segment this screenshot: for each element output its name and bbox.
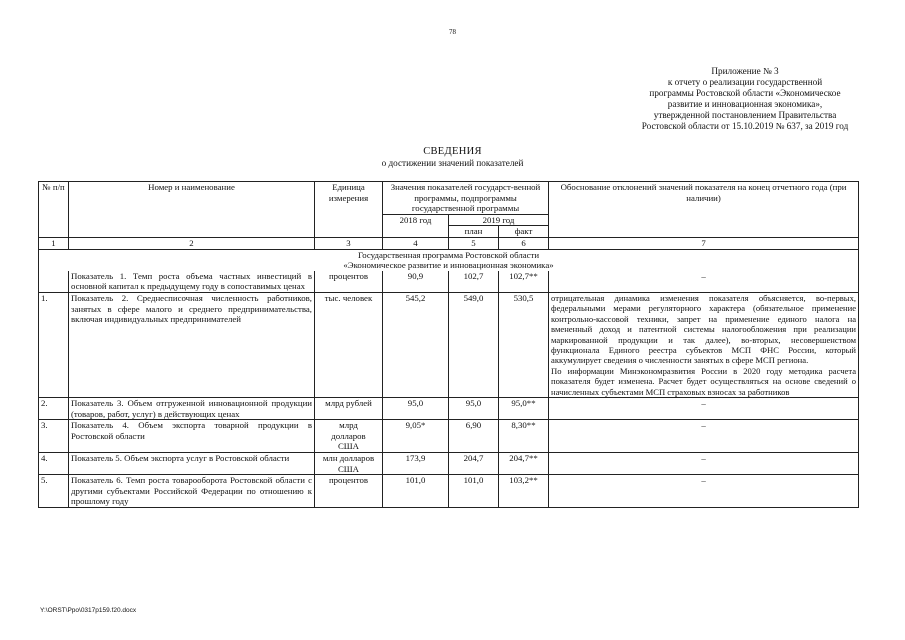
header-name: Номер и наименование [69,182,315,238]
row-value-2018: 545,2 [383,292,449,397]
document-subtitle: о достижении значений показателей [381,158,524,168]
column-numbers-row [39,237,859,249]
header-values-group: Значения показателей государст-венной программы, подпрограммы государственной программы [383,182,549,215]
section-title-line: «Экономическое развитие и инновационная экономика» [343,260,554,271]
col-number: 7 [549,237,859,249]
table-row [39,475,859,508]
row-name: Показатель 6. Темп роста товарооборота Ростовской области с другими субъектами Российской Федерации по отношению к прошлому году [69,475,315,508]
row-justification: – [549,398,859,420]
annex-line: утвержденной постановлением Правительства [653,110,837,120]
row-name: Показатель 2. Среднесписочная численность работников, занятых в сфере малого и среднего предпринимательства, включая индивидуальных предпринимателей [69,292,315,397]
row-num: 2. [39,398,69,420]
row-value-2018: 101,0 [383,475,449,508]
row-fact: 95,0** [499,398,549,420]
row-fact: 8,30** [499,420,549,453]
table-row [39,292,859,397]
row-plan: 102,7 [449,271,499,293]
row-plan: 101,0 [449,475,499,508]
col-number: 6 [499,237,549,249]
row-num: 1. [39,292,69,397]
col-number: 5 [449,237,499,249]
row-name: Показатель 4. Объем экспорта товарной продукции в Ростовской области [69,420,315,453]
header-justification: Обоснование отклонений значений показателя на конец отчетного года (при наличии) [549,182,859,238]
col-number: 1 [39,237,69,249]
annex-line: к отчету о реализации государственной [667,77,823,87]
row-unit: млрд долларов США [315,420,383,453]
row-plan: 95,0 [449,398,499,420]
row-value-2018: 173,9 [383,452,449,474]
indicators-table [38,181,859,508]
header-year-2018: 2018 год [383,214,449,237]
row-justification: – [549,452,859,474]
row-num [39,271,69,293]
section-title [39,249,859,271]
header-unit: Единица измерения [315,182,383,238]
row-plan: 6,90 [449,420,499,453]
row-plan: 549,0 [449,292,499,397]
row-unit: млн долларов США [315,452,383,474]
table-row [39,271,859,293]
row-justification: – [549,271,859,293]
justification-paragraph: отрицательная динамика изменения показателя объясняется, во-первых, федеральными мерами регуляторного характера (обязательное применение контрольно-кассовой техники, запрет на применение единого налога на вмененный доход и патентной системы налогообложения при реализации маркированной продукции и так далее), во-вторых, несовершенством функционала Единого реестра субъектов МСП ФНС России, который аккумулирует сведения о численности занятых в сфере МСП региона. [551,292,857,366]
header-num: № п/п [39,182,69,238]
row-unit: процентов [315,271,383,293]
col-number: 4 [383,237,449,249]
justification-paragraph: По информации Минэкономразвития России в 2020 году методика расчета показателя будет изменена. Расчет будет осуществляться на основе сведений о начисленных субъектами МСП страховых взносах за работников [551,365,857,397]
row-unit: процентов [315,475,383,508]
header-year-2019: 2019 год [449,214,549,226]
document-title-block [0,146,905,168]
row-num: 3. [39,420,69,453]
row-justification: – [549,420,859,453]
section-row [39,249,859,271]
row-num: 5. [39,475,69,508]
table-row [39,398,859,420]
header-plan: план [449,226,499,238]
annex-line: программы Ростовской области «Экономическое [649,88,841,98]
row-name: Показатель 5. Объем экспорта услуг в Ростовской области [69,452,315,474]
row-fact: 204,7** [499,452,549,474]
document-title: СВЕДЕНИЯ [423,146,482,157]
row-value-2018: 9,05* [383,420,449,453]
page-number: 78 [449,28,456,36]
row-justification: – [549,475,859,508]
row-value-2018: 90,9 [383,271,449,293]
row-justification [549,292,859,397]
row-name: Показатель 3. Объем отгруженной инновационной продукции (товаров, работ, услуг) в действующих ценах [69,398,315,420]
row-unit: тыс. человек [315,292,383,397]
row-value-2018: 95,0 [383,398,449,420]
col-number: 2 [69,237,315,249]
annex-header [595,66,895,132]
section-title-line: Государственная программа Ростовской области [357,249,540,260]
row-name: Показатель 1. Темп роста объема частных инвестиций в основной капитал к предыдущему году в сопоставимых ценах [69,271,315,293]
header-fact: факт [499,226,549,238]
table-row [39,420,859,453]
file-path-footer: Y:\ORST\Ppo\0317p159.f20.docx [40,607,137,614]
row-plan: 204,7 [449,452,499,474]
col-number: 3 [315,237,383,249]
row-fact: 102,7** [499,271,549,293]
row-unit: млрд рублей [315,398,383,420]
row-fact: 103,2** [499,475,549,508]
annex-line: Ростовской области от 15.10.2019 № 637, за 2019 год [641,121,849,131]
row-num: 4. [39,452,69,474]
row-fact: 530,5 [499,292,549,397]
annex-line: развитие и инновационная экономика», [667,99,823,109]
table-row [39,452,859,474]
annex-line: Приложение № 3 [711,66,779,76]
